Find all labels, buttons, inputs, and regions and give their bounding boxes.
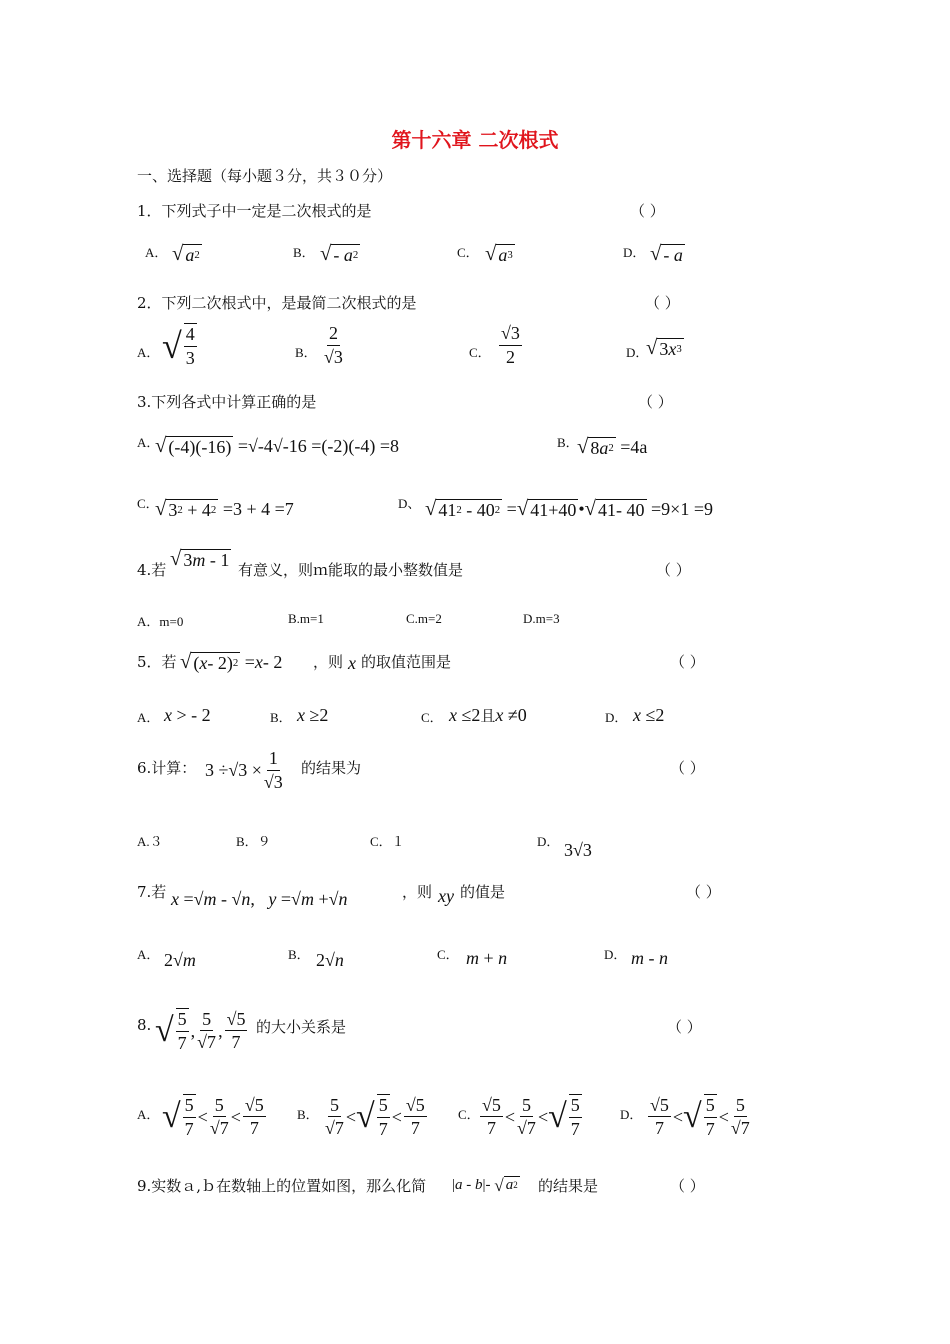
option-d: D.m=3 <box>523 611 560 626</box>
option-label: C． <box>458 1107 480 1122</box>
math-expression: √ ( x - 2) 2 = x - 2 <box>180 651 283 674</box>
math-expression: m + n <box>466 948 508 968</box>
option-label: D． <box>626 345 649 360</box>
math-expression: x =√ m - √ n , y =√ m +√ n <box>171 889 348 909</box>
option-label: C． <box>137 496 159 511</box>
math-expression: x ≤2 且 x ≠0 <box>449 705 527 725</box>
math-expression: √ 3 2 + 4 2 =3 + 4 =7 <box>155 498 294 521</box>
question-7-pre: 7.若 <box>137 883 167 901</box>
question-4-post: 有意义，则ｍ能取的最小整数值是 <box>238 561 464 579</box>
option-label: D． <box>623 245 646 260</box>
math-expression: 3 ÷√3 × $\frac{1}{√3}$ <box>205 748 283 792</box>
answer-paren: （ ） <box>630 202 665 220</box>
question-3-stem: 3.下列各式中计算正确的是 <box>137 393 317 411</box>
option-label: A． <box>137 435 160 450</box>
math-expression: x ≤2 <box>633 705 665 725</box>
option-c: C．１ <box>370 834 405 849</box>
option-label: C． <box>437 947 459 962</box>
math-text: =3 + 4 =7 <box>222 499 294 520</box>
math-expression: √ $\frac{4}{3}$ <box>162 324 195 368</box>
option-label: A． <box>137 345 160 360</box>
math-variable: x <box>348 653 356 673</box>
math-expression: 3√3 <box>564 840 592 860</box>
option-label: D． <box>605 710 628 725</box>
option-b: B．９ <box>236 834 271 849</box>
math-expression: √ 8 a 2 =4a <box>577 436 648 459</box>
option-label: A． <box>137 947 160 962</box>
answer-paren: （ ） <box>670 1177 705 1195</box>
option-label: B． <box>293 245 315 260</box>
option-label: B． <box>288 947 310 962</box>
math-expression: x ≥2 <box>297 705 329 725</box>
math-expression: x > - 2 <box>164 705 211 725</box>
option-label: D． <box>604 947 627 962</box>
question-9-post: 的结果是 <box>538 1177 599 1195</box>
option-label: D、 <box>398 496 421 511</box>
math-expression: √ a 2 <box>172 243 200 266</box>
math-expression: $\frac{√5}{7}$ < √ $\frac{5}{7}$ < $\frac{5}{√7}$ <box>650 1094 750 1139</box>
math-expression: | a - b |- √ a 2 <box>452 1175 518 1195</box>
math-text: =9×1 =9 <box>651 499 713 520</box>
math-expression: $\frac{√3}{2}$ <box>501 323 520 367</box>
question-5-mid: ，则 <box>313 653 344 671</box>
option-label: C． <box>421 710 443 725</box>
answer-paren: （ ） <box>638 393 673 411</box>
question-5-pre: 5．若 <box>137 653 177 671</box>
option-label: B． <box>297 1107 319 1122</box>
math-expression: √ a 3 <box>485 243 513 266</box>
question-1-stem: 1．下列式子中一定是二次根式的是 <box>137 202 372 220</box>
answer-paren: （ ） <box>686 883 721 901</box>
option-label: B． <box>270 710 292 725</box>
question-5-post: 的取值范围是 <box>361 653 452 671</box>
option-label: A． <box>137 710 160 725</box>
option-label: A． <box>137 1107 160 1122</box>
answer-paren: （ ） <box>670 759 705 777</box>
math-expression: 2√ m <box>164 950 196 970</box>
math-expression: $\frac{√5}{7}$ < $\frac{5}{√7}$ < √ $\frac{5}{7}$ <box>482 1094 580 1139</box>
math-expression: √ $\frac{5}{7}$ < $\frac{5}{√7}$ < $\frac{√5}{7}$ <box>162 1094 264 1139</box>
option-label: D． <box>537 834 560 849</box>
answer-paren: （ ） <box>667 1018 702 1036</box>
option-label: A． <box>145 245 168 260</box>
question-6-post: 的结果为 <box>301 759 362 777</box>
math-expression: $\frac{2}{√3}$ <box>324 323 343 367</box>
math-expression: √ (-4)(-16) =√-4√-16 =(-2)(-4) =8 <box>155 435 399 458</box>
option-label: D． <box>620 1107 643 1122</box>
math-expression: √ $\frac{5}{7}$ , $\frac{5}{√7}$ , $\frac{√5}{7}$ <box>155 1008 246 1053</box>
math-expression: $\frac{5}{√7}$ < √ $\frac{5}{7}$ < $\frac{√5}{7}$ <box>325 1094 425 1139</box>
question-7-post2: 的值是 <box>460 883 506 901</box>
math-text: 且 <box>480 707 496 725</box>
option-label: C． <box>457 245 479 260</box>
question-6-pre: 6.计算： <box>137 759 197 777</box>
math-expression: √ 41 2 - 40 2 = √ 41+40 • √ 41- 40 =9×1 =9 <box>425 498 713 521</box>
question-8-post: 的大小关系是 <box>256 1018 347 1036</box>
math-expression: 2√ n <box>316 950 344 970</box>
option-label: B． <box>557 435 579 450</box>
answer-paren: （ ） <box>670 653 705 671</box>
option-label: C． <box>469 345 491 360</box>
math-text: =√-4√-16 =(-2)(-4) =8 <box>237 436 399 457</box>
answer-paren: （ ） <box>645 294 680 312</box>
option-label: B． <box>295 345 317 360</box>
math-expression: √ - a 2 <box>320 243 359 266</box>
answer-paren: （ ） <box>656 561 691 579</box>
option-c: C.m=2 <box>406 611 442 626</box>
math-expression: √ 3 m - 1 <box>170 548 230 571</box>
math-expression: √ 3 x 3 <box>646 337 682 360</box>
math-expression: m - n <box>631 948 668 968</box>
question-4-pre: 4.若 <box>137 561 167 579</box>
question-2-stem: 2．下列二次根式中，是最简二次根式的是 <box>137 294 417 312</box>
page-title: 第十六章 二次根式 <box>391 128 559 152</box>
question-9-stem: 9.实数ａ,ｂ在数轴上的位置如图，那么化简 <box>137 1177 427 1195</box>
math-variable: xy <box>438 886 454 906</box>
math-text: =4a <box>620 437 648 458</box>
section-heading: 一、选择题（每小题３分，共３０分） <box>137 167 393 185</box>
question-7-post: ，则 <box>402 883 433 901</box>
question-8-pre: 8. <box>137 1016 152 1034</box>
option-a: A．m=0 <box>137 614 184 629</box>
math-expression: √ - a <box>650 243 683 266</box>
option-b: B.m=1 <box>288 611 324 626</box>
option-a: A.３ <box>137 834 163 849</box>
